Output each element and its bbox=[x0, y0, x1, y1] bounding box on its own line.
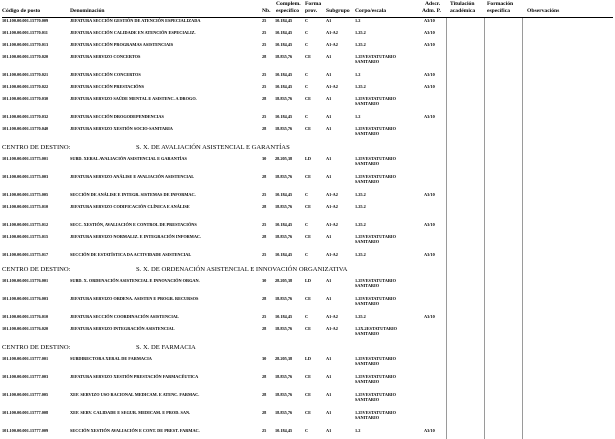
cell-nb: 25 bbox=[262, 30, 267, 35]
cell-nb: 25 bbox=[262, 428, 267, 433]
cell-cuerpo: 1.25VESTATUTARIO bbox=[355, 126, 396, 131]
cell-denom: XEF. SERV. CALIDADE E SEGUR. MEDICAM. E PROD. SAN. bbox=[70, 410, 191, 415]
table-row bbox=[0, 204, 615, 215]
header-forma: Forma bbox=[305, 1, 322, 7]
centro-name: S. X. DE AVALIACIÓN ASISTENCIAL E GARANTÍAS bbox=[136, 144, 290, 151]
cell-cuerpo: 1.25.2 bbox=[355, 252, 366, 257]
table-row bbox=[0, 72, 615, 83]
cell-comp: 18.835,76 bbox=[275, 126, 293, 131]
cell-forma: LD bbox=[305, 156, 311, 161]
cell-adscr: A3/10 bbox=[424, 18, 435, 23]
cell-forma: CE bbox=[305, 326, 311, 331]
table-row bbox=[0, 96, 615, 107]
cell-denom: SUBDIRECTORA XERAL DE FARMACIA bbox=[70, 356, 152, 361]
cell-codigo: 101.100.00.001.15770.011 bbox=[2, 30, 48, 35]
cell-cuerpo: SANITARIO bbox=[355, 179, 380, 184]
cell-cuerpo: SANITARIO bbox=[355, 161, 380, 166]
cell-cuerpo: 1.25.2 bbox=[355, 84, 366, 89]
cell-nb: 30 bbox=[262, 156, 267, 161]
header-subgrupo: Subgrupo bbox=[326, 8, 350, 14]
cell-cuerpo: 1.25VESTATUTARIO bbox=[355, 96, 396, 101]
cell-forma: C bbox=[305, 84, 309, 89]
cell-nb: 25 bbox=[262, 192, 267, 197]
cell-subg: A1 bbox=[326, 114, 332, 119]
cell-cuerpo: SANITARIO bbox=[355, 331, 380, 336]
cell-denom: SECCIÓN DE ESTATÍSTICA DA ACTIVIDADE ASISTENCIAL bbox=[70, 252, 192, 257]
table-row bbox=[0, 42, 615, 53]
cell-cuerpo: SANITARIO bbox=[355, 379, 380, 384]
cell-comp: 10.184,45 bbox=[275, 222, 293, 227]
cell-forma: CE bbox=[305, 234, 311, 239]
cell-codigo: 101.100.00.001.15776.020 bbox=[2, 326, 49, 331]
cell-comp: 18.835,76 bbox=[275, 410, 293, 415]
table-row bbox=[0, 392, 615, 403]
table-row bbox=[0, 114, 615, 125]
cell-comp: 18.835,76 bbox=[275, 96, 293, 101]
table-row bbox=[0, 222, 615, 233]
cell-forma: CE bbox=[305, 410, 311, 415]
cell-codigo: 101.100.00.001.15770.013 bbox=[2, 42, 49, 47]
cell-denom: SECC. XESTIÓN, AVALIACIÓN E CONTROL DE PRESTACIÓNS bbox=[70, 222, 197, 227]
cell-subg: A1 bbox=[326, 392, 332, 397]
header-adscr: Adscr. bbox=[425, 1, 441, 7]
cell-comp: 18.835,76 bbox=[275, 54, 293, 59]
cell-nb: 30 bbox=[262, 278, 267, 283]
cell-codigo: 101.100.00.001.15770.020 bbox=[2, 54, 49, 59]
cell-cuerpo: 1.25.2 bbox=[355, 204, 366, 209]
cell-comp: 10.184,45 bbox=[275, 72, 293, 77]
cell-subg: A1 bbox=[326, 374, 332, 379]
cell-subg: A1-A2 bbox=[326, 314, 338, 319]
cell-denom: SECCIÓN XESTIÓN AVALIACIÓN E CONT. DE PREST. FARMAC. bbox=[70, 428, 200, 433]
cell-subg: A1 bbox=[326, 356, 332, 361]
header-complem: Complem. bbox=[276, 1, 301, 7]
cell-adscr: A3/10 bbox=[424, 192, 435, 197]
table-row bbox=[0, 278, 615, 289]
cell-cuerpo: 1.2 bbox=[355, 72, 361, 77]
cell-codigo: 101.100.00.001.15776.001 bbox=[2, 278, 49, 283]
cell-subg: A1-A2 bbox=[326, 84, 338, 89]
cell-denom: JEFATURA SERVIZO XESTIÓN PRESTACIÓN FARMACÉUTICA bbox=[70, 374, 199, 379]
cell-nb: 28 bbox=[262, 392, 267, 397]
cell-forma: CE bbox=[305, 392, 311, 397]
header-titulacion: Titulación bbox=[450, 1, 475, 7]
cell-adscr: A3/10 bbox=[424, 114, 435, 119]
table-row bbox=[0, 428, 615, 439]
cell-comp: 18.835,76 bbox=[275, 374, 293, 379]
header-denominacion: Denominación bbox=[70, 8, 105, 14]
cell-comp: 28.205,38 bbox=[275, 356, 293, 361]
cell-adscr: A3/10 bbox=[424, 314, 435, 319]
cell-subg: A1 bbox=[326, 18, 332, 23]
cell-cuerpo: 1.25VESTATUTARIO bbox=[355, 410, 396, 415]
table-row bbox=[0, 156, 615, 167]
cell-cuerpo: 1.2 bbox=[355, 114, 361, 119]
cell-adscr: A3/10 bbox=[424, 428, 435, 433]
table-row bbox=[0, 356, 615, 367]
cell-cuerpo: 1.25.2 bbox=[355, 314, 366, 319]
cell-nb: 28 bbox=[262, 126, 267, 131]
cell-nb: 28 bbox=[262, 54, 267, 59]
cell-cuerpo: 1.2 bbox=[355, 428, 361, 433]
cell-forma: C bbox=[305, 222, 309, 227]
cell-cuerpo: SANITARIO bbox=[355, 415, 380, 420]
cell-cuerpo: 1.25VESTATUTARIO bbox=[355, 296, 396, 301]
cell-comp: 18.835,76 bbox=[275, 174, 293, 179]
cell-denom: JEFATURA SERVIZO CODIFICACIÓN CLÍNICA E ANÁLISE bbox=[70, 204, 190, 209]
cell-nb: 25 bbox=[262, 314, 267, 319]
header-cuerpo: Corpo/escala bbox=[355, 8, 387, 14]
cell-denom: JEFATURA SECCIÓN CALIDADE EN ATENCIÓN ESPECIALIZ. bbox=[70, 30, 196, 35]
cell-nb: 28 bbox=[262, 234, 267, 239]
cell-forma: C bbox=[305, 192, 309, 197]
cell-codigo: 101.100.00.001.15775.017 bbox=[2, 252, 49, 257]
header-formacion: Formación bbox=[487, 1, 514, 7]
table-row bbox=[0, 84, 615, 95]
cell-codigo: 101.100.00.001.15775.005 bbox=[2, 192, 49, 197]
table-row bbox=[0, 374, 615, 385]
cell-nb: 25 bbox=[262, 42, 267, 47]
cell-codigo: 101.100.00.001.15777.003 bbox=[2, 374, 49, 379]
cell-subg: A1-A2 bbox=[326, 30, 338, 35]
cell-nb: 28 bbox=[262, 96, 267, 101]
cell-cuerpo: SANITARIO bbox=[355, 397, 380, 402]
cell-comp: 10.184,45 bbox=[275, 428, 293, 433]
cell-adscr: A3/10 bbox=[424, 84, 435, 89]
cell-codigo: 101.100.00.001.15777.005 bbox=[2, 392, 49, 397]
cell-subg: A1 bbox=[326, 410, 332, 415]
cell-subg: A1 bbox=[326, 96, 332, 101]
cell-forma: C bbox=[305, 72, 309, 77]
cell-subg: A1 bbox=[326, 296, 332, 301]
header-complem-especifico: específico bbox=[276, 8, 299, 14]
cell-cuerpo: 1.25VESTATUTARIO bbox=[355, 234, 396, 239]
cell-nb: 25 bbox=[262, 114, 267, 119]
cell-adscr: A3/10 bbox=[424, 30, 435, 35]
cell-cuerpo: 1.25VESTATUTARIO bbox=[355, 174, 396, 179]
cell-cuerpo: 1.25VESTATUTARIO bbox=[355, 356, 396, 361]
cell-subg: A1-A2 bbox=[326, 192, 338, 197]
cell-forma: CE bbox=[305, 374, 311, 379]
cell-forma: CE bbox=[305, 174, 311, 179]
table-row bbox=[0, 234, 615, 245]
cell-forma: LD bbox=[305, 278, 311, 283]
cell-codigo: 101.100.00.001.15770.032 bbox=[2, 114, 49, 119]
table-row bbox=[0, 326, 615, 337]
cell-codigo: 101.100.00.001.15770.030 bbox=[2, 96, 49, 101]
cell-comp: 10.184,45 bbox=[275, 252, 293, 257]
cell-cuerpo: 1.25.2 bbox=[355, 42, 366, 47]
table-row bbox=[0, 18, 615, 29]
cell-nb: 28 bbox=[262, 374, 267, 379]
cell-cuerpo: SANITARIO bbox=[355, 239, 380, 244]
centro-label: CENTRO DE DESTINO: bbox=[2, 344, 71, 351]
cell-comp: 10.184,45 bbox=[275, 42, 293, 47]
cell-subg: A1-A2 bbox=[326, 252, 338, 257]
cell-codigo: 101.100.00.001.15770.021 bbox=[2, 72, 49, 77]
table-row bbox=[0, 126, 615, 137]
cell-forma: LD bbox=[305, 356, 311, 361]
cell-subg: A1 bbox=[326, 428, 332, 433]
cell-forma: C bbox=[305, 252, 309, 257]
table-row bbox=[0, 174, 615, 185]
cell-nb: 30 bbox=[262, 356, 267, 361]
cell-nb: 25 bbox=[262, 18, 267, 23]
cell-nb: 28 bbox=[262, 296, 267, 301]
cell-codigo: 101.100.00.001.15777.009 bbox=[2, 428, 49, 433]
cell-codigo: 101.100.00.001.15777.001 bbox=[2, 356, 49, 361]
cell-denom: JEFATURA SECCIÓN CONCERTOS bbox=[70, 72, 141, 77]
cell-forma: CE bbox=[305, 96, 311, 101]
cell-comp: 18.835,76 bbox=[275, 296, 293, 301]
cell-denom: JEFATURA SERVIZO ANÁLISE E AVALIACIÓN ASISTENCIAL bbox=[70, 174, 195, 179]
header-titulacion-academica: académica bbox=[450, 8, 476, 14]
cell-comp: 10.184,45 bbox=[275, 192, 293, 197]
cell-forma: CE bbox=[305, 54, 311, 59]
centro-label: CENTRO DE DESTINO: bbox=[2, 266, 71, 273]
cell-comp: 28.205,38 bbox=[275, 278, 293, 283]
cell-denom: JEFATURA SECCIÓN PROGRAMAS ASISTENCIAIS bbox=[70, 42, 174, 47]
cell-denom: JEFATURA SERVIZO XESTIÓN SOCIO-SANITARIA bbox=[70, 126, 173, 131]
header-formacion-especifica: específica bbox=[487, 8, 510, 14]
cell-cuerpo: 1.25.2 bbox=[355, 30, 366, 35]
cell-cuerpo: 1.2 bbox=[355, 18, 361, 23]
centro-destino-heading bbox=[2, 344, 613, 354]
cell-forma: CE bbox=[305, 204, 311, 209]
cell-comp: 18.835,76 bbox=[275, 392, 293, 397]
cell-subg: A1 bbox=[326, 156, 332, 161]
cell-nb: 25 bbox=[262, 72, 267, 77]
cell-codigo: 101.100.00.001.15775.001 bbox=[2, 156, 49, 161]
cell-codigo: 101.100.00.001.15776.010 bbox=[2, 314, 49, 319]
cell-codigo: 101.100.00.001.15775.012 bbox=[2, 222, 49, 227]
cell-denom: SECCIÓN DE ANÁLISE E INTEGR. SISTEMAS DE INFORMAC. bbox=[70, 192, 196, 197]
cell-subg: A1-A2 bbox=[326, 326, 338, 331]
cell-cuerpo: SANITARIO bbox=[355, 59, 380, 64]
cell-nb: 25 bbox=[262, 222, 267, 227]
cell-adscr: A3/10 bbox=[424, 222, 435, 227]
cell-cuerpo: 1.25.2 bbox=[355, 192, 366, 197]
table-row bbox=[0, 30, 615, 41]
cell-cuerpo: SANITARIO bbox=[355, 101, 380, 106]
cell-codigo: 101.100.00.001.15776.003 bbox=[2, 296, 49, 301]
cell-denom: JEFATURA SECCIÓN DROGODEPENDENCIAS bbox=[70, 114, 164, 119]
cell-subg: A1-A2 bbox=[326, 204, 338, 209]
header-forma-prov: prov. bbox=[305, 8, 318, 14]
cell-comp: 18.835,76 bbox=[275, 234, 293, 239]
cell-denom: JEFATURA SERVIZO CONCERTOS bbox=[70, 54, 141, 59]
centro-destino-heading bbox=[2, 144, 613, 154]
cell-subg: A1 bbox=[326, 72, 332, 77]
cell-cuerpo: SANITARIO bbox=[355, 361, 380, 366]
header-nb: Nb. bbox=[262, 8, 271, 14]
cell-denom: SUBD. XERAL AVALIACIÓN ASISTENCIAL E GARANTÍAS bbox=[70, 156, 187, 161]
cell-nb: 25 bbox=[262, 84, 267, 89]
cell-forma: CE bbox=[305, 296, 311, 301]
cell-cuerpo: 1.25VESTATUTARIO bbox=[355, 392, 396, 397]
cell-cuerpo: 1.25VESTATUTARIO bbox=[355, 374, 396, 379]
cell-codigo: 101.100.00.001.15777.008 bbox=[2, 410, 49, 415]
cell-codigo: 101.100.00.001.15775.003 bbox=[2, 174, 49, 179]
header-adscr-adm: Adm. P. bbox=[422, 8, 441, 14]
centro-name: S. X. DE ORDENACIÓN ASISTENCIAL E INNOVACIÓN ORGANIZATIVA bbox=[136, 266, 348, 273]
cell-comp: 28.205,38 bbox=[275, 156, 293, 161]
cell-cuerpo: SANITARIO bbox=[355, 131, 380, 136]
cell-adscr: A3/10 bbox=[424, 252, 435, 257]
cell-denom: JEFATURA SERVIZO INTEGRACIÓN ASISTENCIAL bbox=[70, 326, 175, 331]
cell-cuerpo: 1.25VESTATUTARIO bbox=[355, 156, 396, 161]
centro-destino-heading bbox=[2, 266, 613, 276]
cell-adscr: A3/10 bbox=[424, 72, 435, 77]
table-row bbox=[0, 192, 615, 203]
cell-adscr: A3/10 bbox=[424, 42, 435, 47]
cell-cuerpo: 1.25.2 bbox=[355, 222, 366, 227]
cell-comp: 10.184,45 bbox=[275, 18, 293, 23]
cell-codigo: 101.100.00.001.15775.015 bbox=[2, 234, 49, 239]
cell-subg: A1 bbox=[326, 126, 332, 131]
cell-codigo: 101.100.00.001.15770.040 bbox=[2, 126, 49, 131]
cell-subg: A1-A2 bbox=[326, 42, 338, 47]
cell-comp: 18.835,76 bbox=[275, 326, 293, 331]
cell-subg: A1 bbox=[326, 234, 332, 239]
cell-forma: C bbox=[305, 42, 309, 47]
table-row bbox=[0, 54, 615, 65]
table-row bbox=[0, 314, 615, 325]
cell-subg: A1 bbox=[326, 278, 332, 283]
table-row bbox=[0, 252, 615, 263]
table-row bbox=[0, 296, 615, 307]
header-observaciones: Observacións bbox=[527, 8, 560, 14]
centro-name: S. X. DE FARMACIA bbox=[136, 344, 196, 351]
cell-subg: A1-A2 bbox=[326, 222, 338, 227]
cell-forma: C bbox=[305, 428, 309, 433]
centro-label: CENTRO DE DESTINO: bbox=[2, 144, 71, 151]
cell-subg: A1 bbox=[326, 174, 332, 179]
cell-denom: JEFATURA SERVIZO NORMALIZ. E INTEGRACIÓN INFORMAC. bbox=[70, 234, 202, 239]
cell-denom: JEFATURA SECCIÓN GESTIÓN DE ATENCIÓN ESPECIALIZADA bbox=[70, 18, 201, 23]
cell-cuerpo: 1.2X.2ESTATUTARIO bbox=[355, 326, 398, 331]
table-row bbox=[0, 410, 615, 421]
cell-forma: C bbox=[305, 114, 309, 119]
cell-comp: 10.184,45 bbox=[275, 314, 293, 319]
cell-denom: JEFATURA SERVIZO ORDENA. ASISTEN E PROGR. RECURSOS bbox=[70, 296, 199, 301]
cell-comp: 10.184,45 bbox=[275, 84, 293, 89]
cell-comp: 18.835,76 bbox=[275, 204, 293, 209]
cell-denom: JEFATURA SECCIÓN COORDINACIÓN ASISTENCIAL bbox=[70, 314, 179, 319]
cell-nb: 25 bbox=[262, 252, 267, 257]
cell-nb: 28 bbox=[262, 204, 267, 209]
cell-forma: C bbox=[305, 18, 309, 23]
cell-subg: A1 bbox=[326, 54, 332, 59]
cell-denom: JEFATURA SECCIÓN PRESTACIÓNS bbox=[70, 84, 145, 89]
cell-denom: SUBD. X. ORDENACIÓN ASISTENCIAL E INNOVACIÓN ORGAN. bbox=[70, 278, 200, 283]
cell-comp: 10.184,45 bbox=[275, 114, 293, 119]
cell-cuerpo: 1.25VESTATUTARIO bbox=[355, 54, 396, 59]
cell-cuerpo: SANITARIO bbox=[355, 283, 380, 288]
cell-denom: XEF. SERVIZO USO RACIONAL MEDICAM. E ATENC. FARMAC. bbox=[70, 392, 200, 397]
cell-cuerpo: 1.25VESTATUTARIO bbox=[355, 278, 396, 283]
cell-codigo: 101.100.00.001.15775.010 bbox=[2, 204, 49, 209]
cell-nb: 28 bbox=[262, 326, 267, 331]
cell-nb: 28 bbox=[262, 410, 267, 415]
cell-forma: C bbox=[305, 314, 309, 319]
cell-nb: 28 bbox=[262, 174, 267, 179]
cell-comp: 10.184,45 bbox=[275, 30, 293, 35]
header-codigo: Código de posto bbox=[2, 8, 41, 14]
cell-codigo: 101.100.00.001.15770.022 bbox=[2, 84, 49, 89]
cell-forma: C bbox=[305, 30, 309, 35]
cell-codigo: 101.100.00.001.15770.009 bbox=[2, 18, 49, 23]
cell-denom: JEFATURA SERVIZO SAÚDE MENTAL E ASISTENC. A DROGO. bbox=[70, 96, 197, 101]
cell-cuerpo: SANITARIO bbox=[355, 301, 380, 306]
cell-forma: CE bbox=[305, 126, 311, 131]
